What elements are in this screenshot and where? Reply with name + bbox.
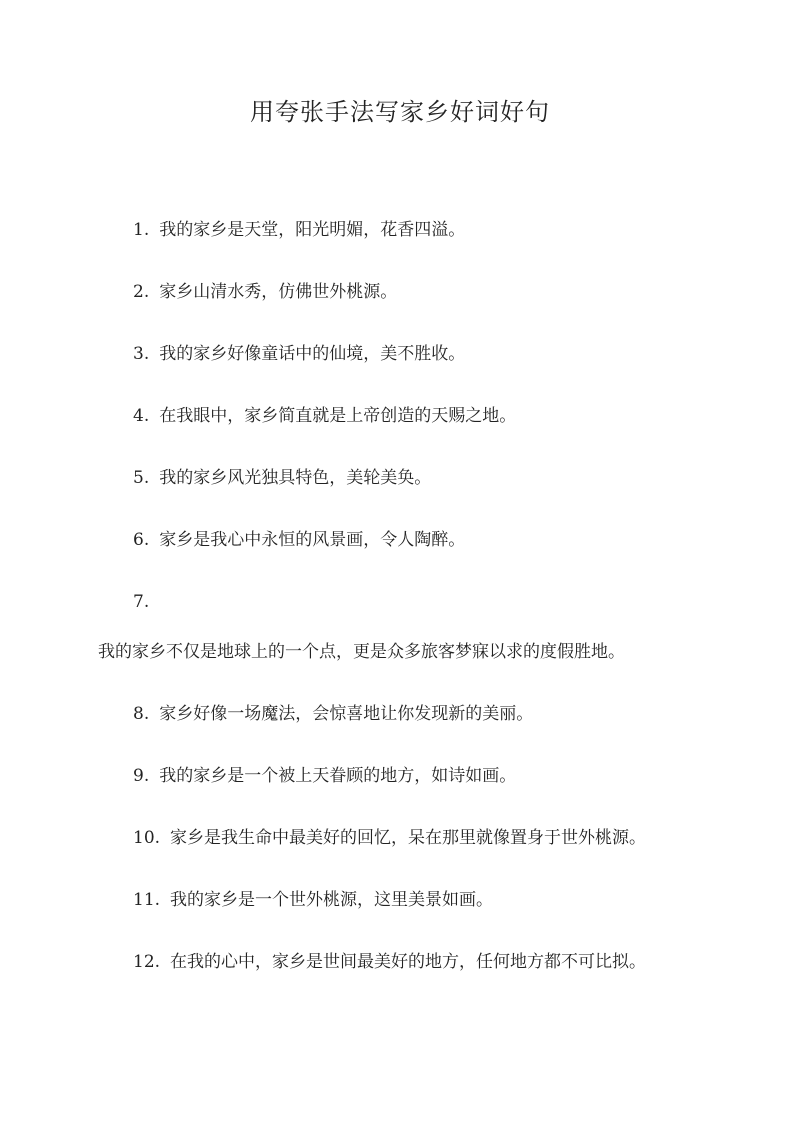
item-text: 我的家乡不仅是地球上的一个点，更是众多旅客梦寐以求的度假胜地。 [98,642,625,662]
item-number: 6. [133,530,150,550]
item-text: 我的家乡好像童话中的仙境，美不胜收。 [159,344,466,364]
item-number: 8. [133,704,150,724]
list-item [133,528,465,552]
item-text: 家乡好像一场魔法，会惊喜地让你发现新的美丽。 [159,704,534,724]
list-item [133,342,465,366]
list-item [133,826,646,850]
list-item [133,466,431,490]
list-item [133,404,516,428]
list-item [133,764,516,788]
item-number: 2. [133,282,150,302]
item-number: 10. [133,828,161,848]
list-item [133,218,465,242]
item-number: 5. [133,468,150,488]
item-number: 11. [133,890,161,910]
item-number: 7. [133,592,150,612]
item-text: 我的家乡是天堂，阳光明媚，花香四溢。 [159,220,466,240]
item-text: 在我的心中，家乡是世间最美好的地方，任何地方都不可比拟。 [170,952,647,972]
item-number: 9. [133,766,150,786]
item-text: 家乡山清水秀，仿佛世外桃源。 [159,282,398,302]
list-item [133,280,397,304]
item-number: 4. [133,406,150,426]
item-text: 我的家乡是一个世外桃源，这里美景如画。 [170,890,494,910]
item-text: 在我眼中，家乡简直就是上帝创造的天赐之地。 [159,406,517,426]
item-number: 3. [133,344,150,364]
item-text: 家乡是我生命中最美好的回忆，呆在那里就像置身于世外桃源。 [170,828,647,848]
item-text: 我的家乡是一个被上天眷顾的地方，如诗如画。 [159,766,517,786]
document-title: 用夸张手法写家乡好词好句 [250,98,550,126]
list-item [133,888,493,912]
item-text: 家乡是我心中永恒的风景画，令人陶醉。 [159,530,466,550]
item-number: 12. [133,952,161,972]
item-text: 我的家乡风光独具特色，美轮美奂。 [159,468,432,488]
list-item [133,950,646,974]
list-item [133,702,533,726]
item-number: 1. [133,220,150,240]
